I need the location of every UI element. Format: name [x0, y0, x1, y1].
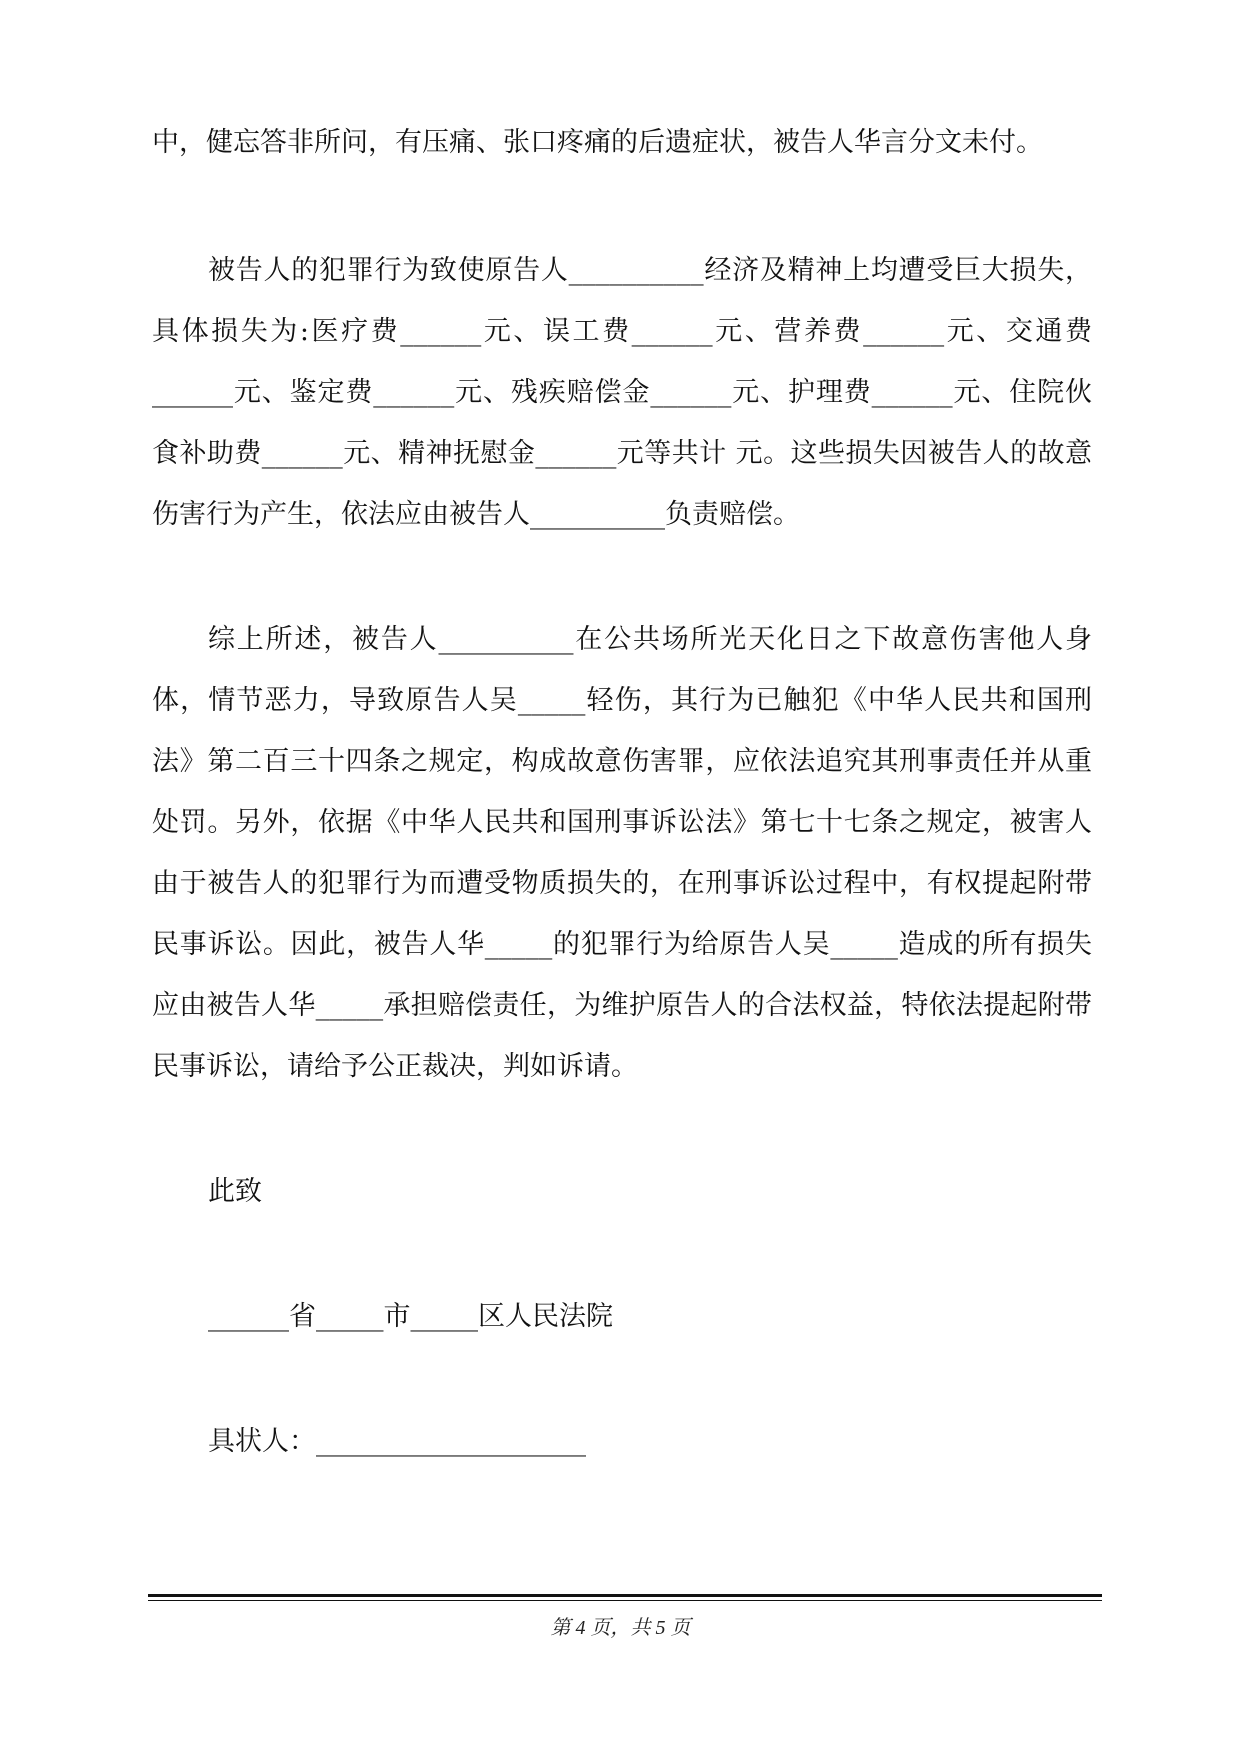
signatory-line: 具状人：____________________ [208, 1426, 586, 1457]
page-number: 第 4 页，共 5 页 [550, 1617, 691, 1639]
footer-divider [148, 1594, 1102, 1601]
paragraph-summary: 综上所述，被告人__________在公共场所光天化日之下故意伤害他人身体，情节恶力，导致原告人吴_____轻伤，其行为已触犯《中华人民共和国刑法》第二百三十四条之规定，构成故意伤害罪，应依法追究其刑事责任并从重处罚。另外，依据《中华人民共和国刑事诉讼法》第七十七条之规定，被害人由于被告人的犯罪行为而遭受物质损失的，在刑事诉讼过程中，有权提起附带民事诉讼。因此，被告人华_____的犯罪行为给原告人吴_____造成的所有损失应由被告人华_____承担赔偿责任，为维护原告人的合法权益，特依法提起附带民事诉讼，请给予公正裁决，判如诉请。 [152, 624, 1092, 1082]
paragraph-losses: 被告人的犯罪行为致使原告人__________经济及精神上均遭受巨大损失，具体损失为:医疗费______元、误工费______元、营养费______元、交通费______元、鉴定费______元、残疾赔偿金______元、护理费______元、住院伙食补助费______元、精神抚慰金______元等共计 元。这些损失因被告人的故意伤害行为产生，依法应由被告人__________负责赔偿。 [152, 255, 1092, 530]
document-body [152, 112, 1092, 1472]
court-address: ______省_____市_____区人民法院 [208, 1301, 613, 1332]
salutation: 此致 [208, 1176, 262, 1207]
paragraph-symptoms: 中，健忘答非所问，有压痛、张口疼痛的后遗症状，被告人华言分文未付。 [152, 127, 1043, 158]
